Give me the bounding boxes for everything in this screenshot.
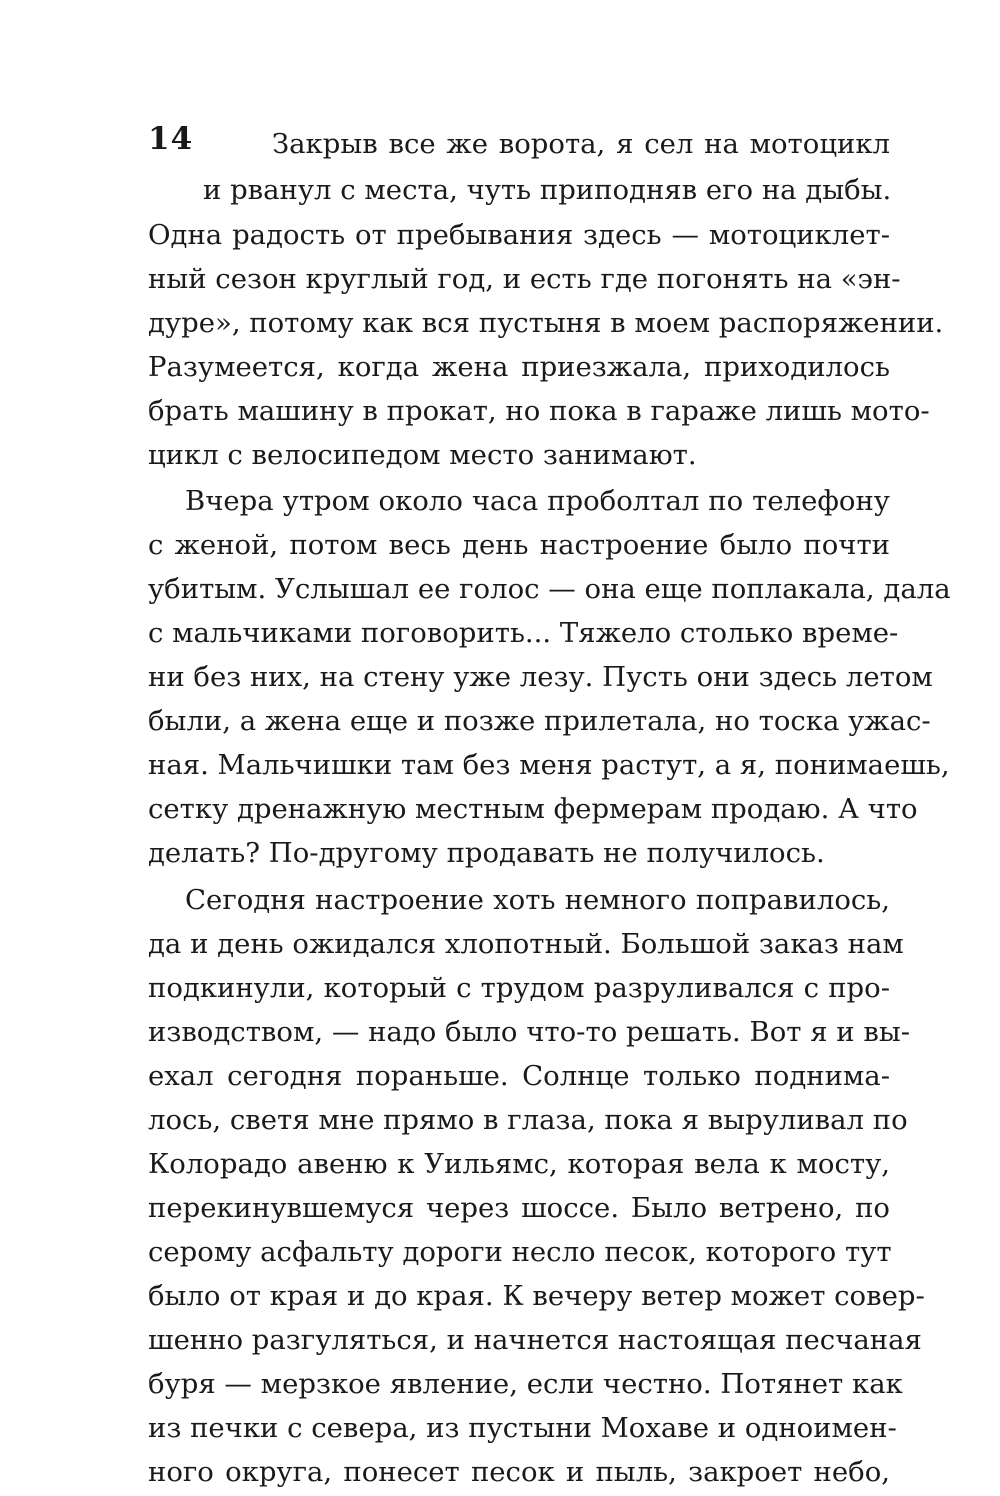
text-line: лось, светя мне прямо в глаза, пока я выруливал по bbox=[148, 1104, 908, 1136]
text-line: ни без них, на стену уже лезу. Пусть они здесь летом bbox=[148, 661, 933, 693]
text-line: дуре», потому как вся пустыня в моем распоряжении. bbox=[148, 307, 944, 339]
text-line: Закрыв все же ворота, я сел на мотоцикл bbox=[272, 128, 890, 160]
text-line: ный сезон круглый год, и есть где погонять на «эн- bbox=[148, 263, 901, 295]
text-line: Колорадо авеню к Уильямс, которая вела к мосту, bbox=[148, 1148, 890, 1180]
text-line: цикл с велосипедом место занимают. bbox=[148, 439, 697, 471]
text-line: с женой, потом весь день настроение было почти bbox=[148, 529, 890, 561]
text-line: убитым. Услышал ее голос — она еще поплакала, дала bbox=[148, 573, 951, 605]
text-line: Сегодня настроение хоть немного поправилось, bbox=[185, 884, 890, 916]
text-line: буря — мерзкое явление, если честно. Потянет как bbox=[148, 1368, 903, 1400]
text-line: Разумеется, когда жена приезжала, приходилось bbox=[148, 351, 890, 383]
text-line: ного округа, понесет песок и пыль, закроет небо, bbox=[148, 1456, 890, 1488]
text-line: да и день ожидался хлопотный. Большой заказ нам bbox=[148, 928, 904, 960]
text-line: было от края и до края. К вечеру ветер может совер- bbox=[148, 1280, 925, 1312]
text-line: ная. Мальчишки там без меня растут, а я, понимаешь, bbox=[148, 749, 950, 781]
text-line: и рванул с места, чуть приподняв его на дыбы. bbox=[203, 174, 892, 206]
page-number: 14 bbox=[148, 121, 194, 157]
text-line: перекинувшемуся через шоссе. Было ветрено, по bbox=[148, 1192, 890, 1224]
text-line: шенно разгуляться, и начнется настоящая песчаная bbox=[148, 1324, 922, 1356]
text-line: Вчера утром около часа проболтал по телефону bbox=[185, 485, 890, 517]
text-line: с мальчиками поговорить... Тяжело столько време- bbox=[148, 617, 899, 649]
text-line: делать? По-другому продавать не получилось. bbox=[148, 837, 825, 869]
text-line: Одна радость от пребывания здесь — мотоциклет- bbox=[148, 219, 890, 251]
text-line: ехал сегодня пораньше. Солнце только поднима- bbox=[148, 1060, 890, 1092]
text-line: из печки с севера, из пустыни Мохаве и одноимен- bbox=[148, 1412, 897, 1444]
text-line: брать машину в прокат, но пока в гараже лишь мото- bbox=[148, 395, 930, 427]
text-line: изводством, — надо было что-то решать. Вот я и вы- bbox=[148, 1016, 911, 1048]
text-line: серому асфальту дороги несло песок, которого тут bbox=[148, 1236, 892, 1268]
text-line: сетку дренажную местным фермерам продаю. А что bbox=[148, 793, 918, 825]
text-line: были, а жена еще и позже прилетала, но тоска ужас- bbox=[148, 705, 931, 737]
text-line: подкинули, который с трудом разруливался с про- bbox=[148, 972, 890, 1004]
